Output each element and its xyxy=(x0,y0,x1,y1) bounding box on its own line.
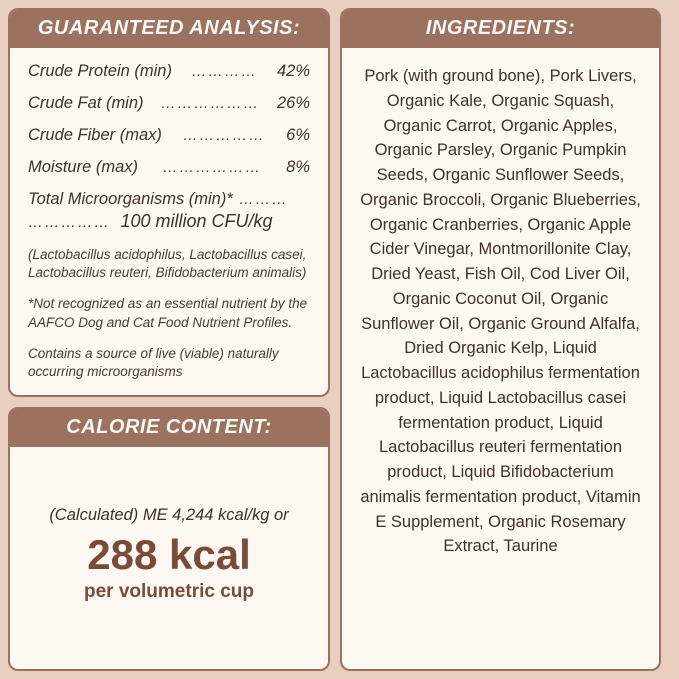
table-row xyxy=(28,158,310,177)
live-organisms-note: Contains a source of live (viable) naturally occurring microorganisms xyxy=(28,345,279,380)
nutrient-value: 42% xyxy=(276,62,310,80)
calorie-content-title: CALORIE CONTENT: xyxy=(10,409,328,447)
calorie-content-body xyxy=(10,447,328,669)
guaranteed-analysis-title: GUARANTEED ANALYSIS: xyxy=(10,10,328,48)
nutrient-name: Moisture (max) xyxy=(28,158,139,176)
leader-dots: …………… xyxy=(182,127,266,144)
calorie-value: 288 kcal xyxy=(87,530,251,578)
guaranteed-analysis-body xyxy=(10,48,328,395)
nutrient-value: 6% xyxy=(286,126,310,144)
ingredients-text: Pork (with ground bone), Pork Livers, Organic Kale, Organic Squash, Organic Carrot, Organic Apples, Organic Parsley, Organic Pumpkin Seeds, Organic Sunflower Seeds, Organic Broccoli, Organic Blueberries, Organic Cranberries, Organic Apple Cider Vinegar, Montmorillonite Clay, Dried Yeast, Fish Oil, Cod Liver Oil, Organic Coconut Oil, Organic Sunflower Oil, Organic Ground Alfalfa, Dried Organic Kelp, Liquid Lactobacillus acidophilus fermentation product, Liquid Lactobacillus casei fermentation product, Liquid Lactobacillus reuteri fermentation product, Liquid Bifidobacterium animalis fermentation product, Vitamin E Supplement, Organic Rosemary Extract, Taurine xyxy=(360,67,641,556)
calorie-unit: per volumetric cup xyxy=(84,580,254,602)
table-row xyxy=(28,62,310,81)
aafco-footnote: *Not recognized as an essential nutrient by the AAFCO Dog and Cat Food Nutrient Profiles. xyxy=(28,296,308,330)
leader-dots: ……… xyxy=(238,191,289,208)
nutrient-value: 26% xyxy=(276,94,310,112)
table-row xyxy=(28,126,310,145)
leader-dots: ……………… xyxy=(160,95,260,112)
organism-list-note: (Lactobacillus acidophilus, Lactobacillus casei, Lactobacillus reuteri, Bifidobacterium animalis) xyxy=(28,247,307,281)
nutrient-name: Crude Protein (min) xyxy=(28,62,172,80)
nutrient-name: Crude Fat (min) xyxy=(28,94,144,112)
nutrient-name: Total Microorganisms (min)* xyxy=(28,190,233,208)
leader-dots: ……………… xyxy=(162,159,262,176)
table-row xyxy=(28,190,310,209)
calorie-content-panel xyxy=(8,407,330,671)
ingredients-panel xyxy=(340,8,661,671)
left-column xyxy=(8,8,330,671)
cfu-value: 100 million CFU/kg xyxy=(120,211,273,231)
calculated-me-line: (Calculated) ME 4,244 kcal/kg or xyxy=(49,505,289,524)
leader-dots: ………… xyxy=(191,63,258,80)
table-row xyxy=(28,94,310,113)
cfu-line xyxy=(28,211,310,232)
ingredients-title: INGREDIENTS: xyxy=(342,10,659,48)
nutrient-value: 8% xyxy=(286,158,310,176)
leader-dots: …………… xyxy=(28,214,111,231)
guaranteed-analysis-panel xyxy=(8,8,330,397)
nutrient-name: Crude Fiber (max) xyxy=(28,126,162,144)
right-column xyxy=(340,8,661,671)
